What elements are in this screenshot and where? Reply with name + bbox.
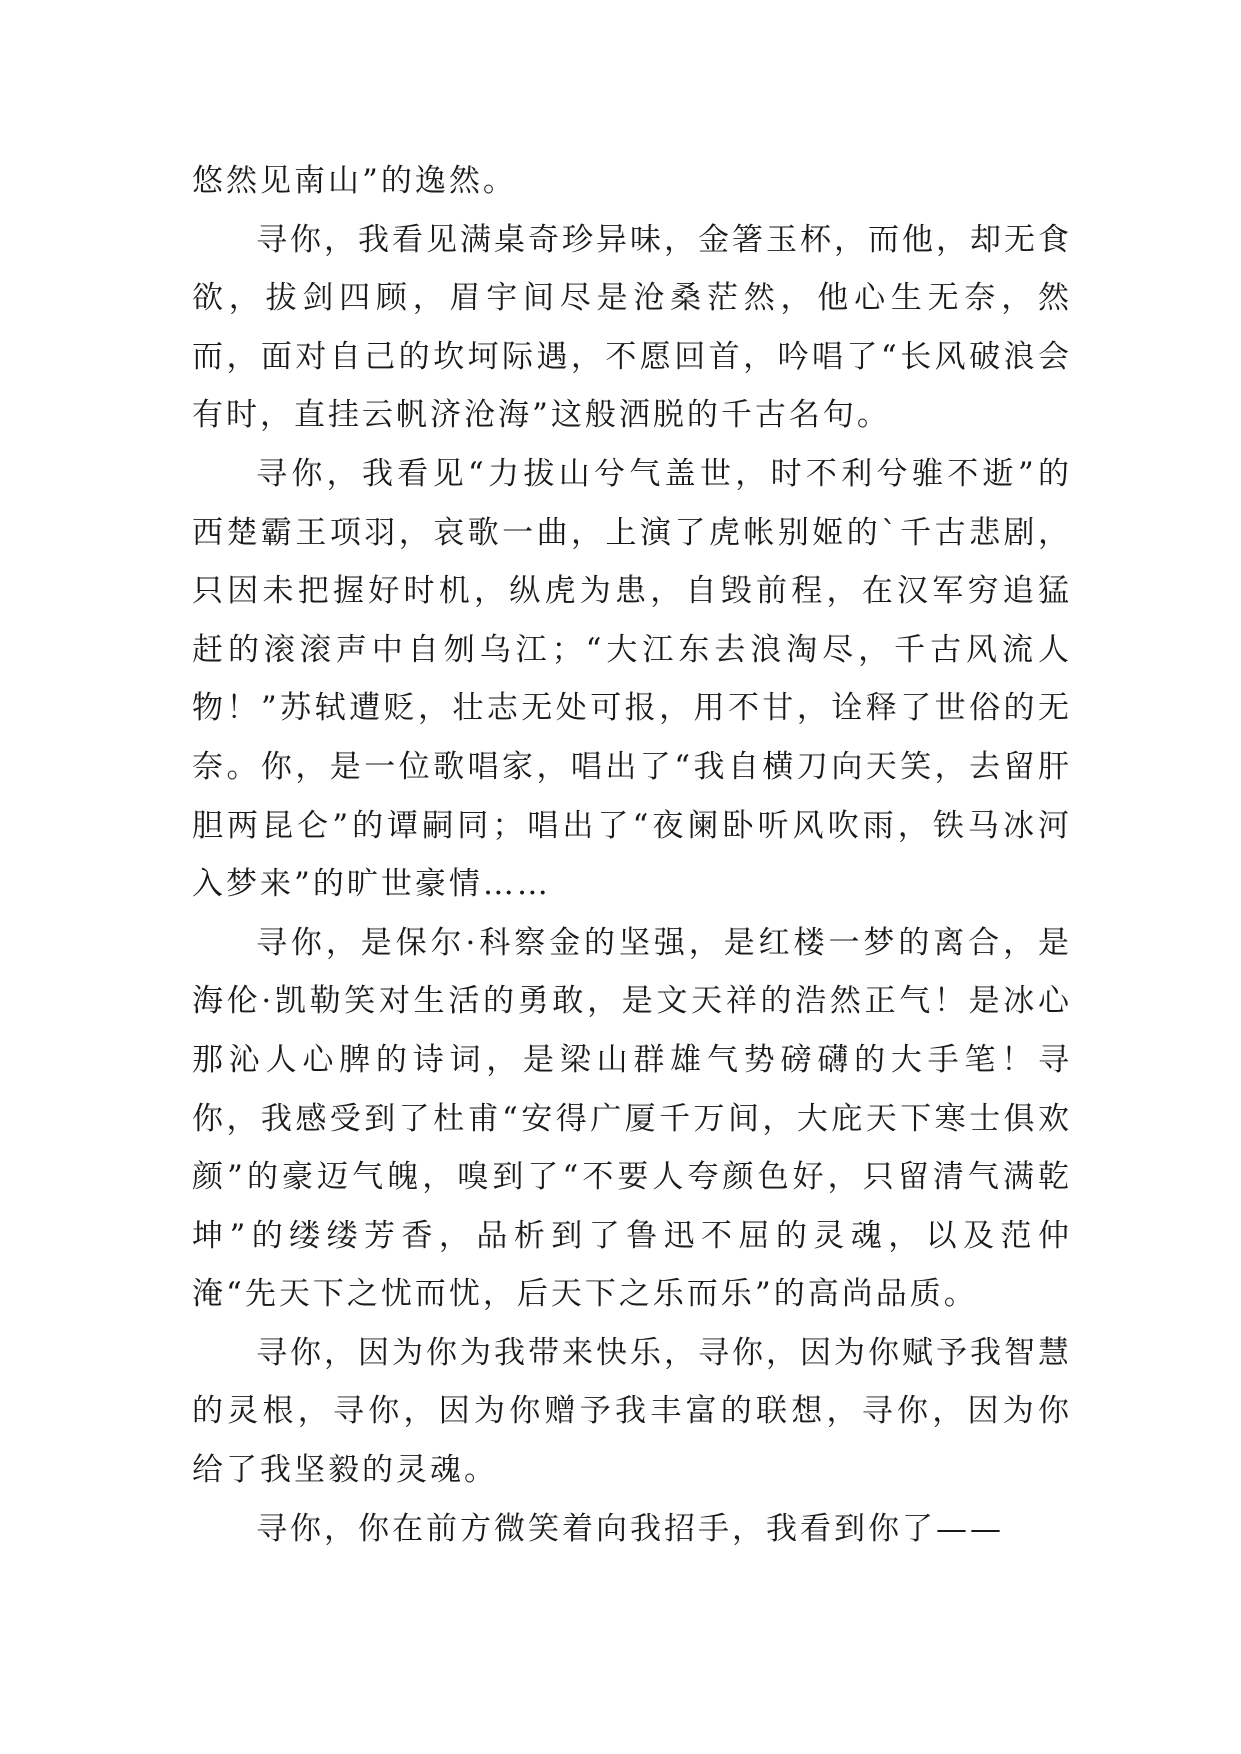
paragraph-1: 悠然见南山”的逸然。 (192, 163, 517, 199)
paragraph-3: 寻你，我看见“力拔山兮气盖世，时不利兮骓不逝”的西楚霸王项羽，哀歌一曲，上演了虎帐别姬的`千古悲剧，只因未把握好时机，纵虎为患，自毁前程，在汉军穷追猛赶的滚滚声中自刎乌江；“大江东去浪淘尽，千古风流人物！”苏轼遭贬，壮志无处可报，用不甘，诠释了世俗的无奈。你，是一位歌唱家，唱出了“我自横刀向天笑，去留肝胆两昆仑”的谭嗣同；唱出了“夜阑卧听风吹雨，铁马冰河入梦来”的旷世豪情…… (192, 455, 1072, 903)
paragraph-5: 寻你，因为你为我带来快乐，寻你，因为你赋予我智慧的灵根，寻你，因为你赠予我丰富的联想，寻你，因为你给了我坚毅的灵魂。 (192, 1334, 1072, 1489)
document-body (192, 152, 1072, 1558)
paragraph-2: 寻你，我看见满桌奇珍异味，金箸玉杯，而他，却无食欲，拔剑四顾，眉宇间尽是沧桑茫然，他心生无奈，然而，面对自己的坎坷际遇，不愿回首，吟唱了“长风破浪会有时，直挂云帆济沧海”这般洒脱的千古名句。 (192, 221, 1072, 434)
paragraph-6: 寻你，你在前方微笑着向我招手，我看到你了—— (256, 1510, 1004, 1547)
paragraph-4: 寻你，是保尔·科察金的坚强，是红楼一梦的离合，是海伦·凯勒笑对生活的勇敢，是文天祥的浩然正气！是冰心那沁人心脾的诗词，是梁山群雄气势磅礴的大手笔！寻你，我感受到了杜甫“安得广厦千万间，大庇天下寒士俱欢颜”的豪迈气魄，嗅到了“不要人夸颜色好，只留清气满乾坤”的缕缕芳香，品析到了鲁迅不屈的灵魂，以及范仲淹“先天下之忧而忧，后天下之乐而乐”的高尚品质。 (192, 924, 1072, 1313)
